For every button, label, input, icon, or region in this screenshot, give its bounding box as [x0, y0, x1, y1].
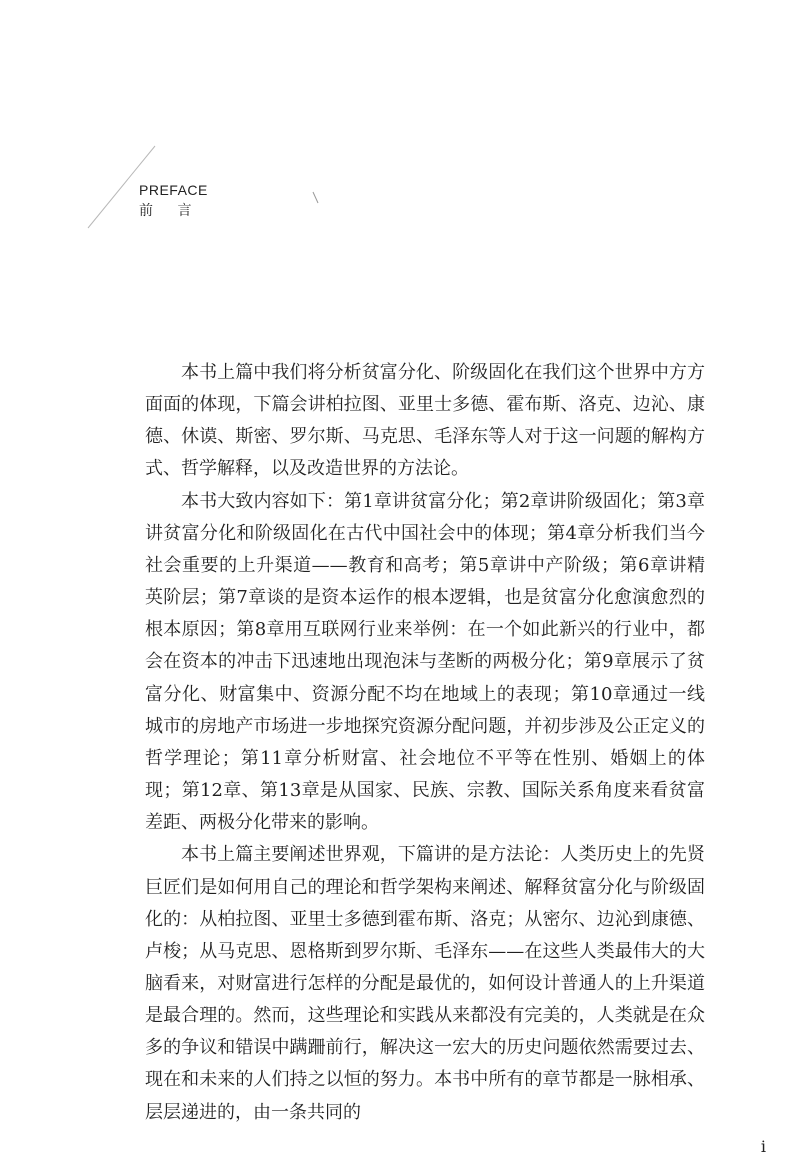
preface-title-chinese: 前 言: [139, 203, 202, 219]
preface-body: [145, 357, 705, 1129]
page-number: i: [760, 1137, 766, 1156]
paragraph-3: 本书上篇主要阐述世界观，下篇讲的是方法论：人类历史上的先贤巨匠们是如何用自己的理论和哲学架构来阐述、解释贫富分化与阶级固化的：从柏拉图、亚里士多德到霍布斯、洛克；从密尔、边沁到康德、卢梭；从马克思、恩格斯到罗尔斯、毛泽东——在这些人类最伟大的大脑看来，对财富进行怎样的分配是最优的，如何设计普通人的上升渠道是最合理的。然而，这些理论和实践从来都没有完美的，人类就是在众多的争议和错误中蹒跚前行，解决这一宏大的历史问题依然需要过去、现在和未来的人们持之以恒的努力。本书中所有的章节都是一脉相承、层层递进的，由一条共同的: [145, 844, 705, 1123]
paragraph-2: 本书大致内容如下：第1章讲贫富分化；第2章讲阶级固化；第3章讲贫富分化和阶级固化在古代中国社会中的体现；第4章分析我们当今社会重要的上升渠道——教育和高考；第5章讲中产阶级；第6章讲精英阶层；第7章谈的是资本运作的根本逻辑，也是贫富分化愈演愈烈的根本原因；第8章用互联网行业来举例：在一个如此新兴的行业中，都会在资本的冲击下迅速地出现泡沫与垄断的两极分化；第9章展示了贫富分化、财富集中、资源分配不均在地域上的表现；第10章通过一线城市的房地产市场进一步地探究资源分配问题，并初步涉及公正定义的哲学理论；第11章分析财富、社会地位不平等在性别、婚姻上的体现；第12章、第13章是从国家、民族、宗教、国际关系角度来看贫富差距、两极分化带来的影响。: [145, 490, 705, 834]
paragraph-1: 本书上篇中我们将分析贫富分化、阶级固化在我们这个世界中方方面面的体现，下篇会讲柏拉图、亚里士多德、霍布斯、洛克、边沁、康德、休谟、斯密、罗尔斯、马克思、毛泽东等人对于这一问题的解构方式、哲学解释，以及改造世界的方法论。: [145, 362, 705, 480]
preface-title-english: PREFACE: [139, 182, 208, 198]
short-diagonal-tick: [313, 192, 318, 203]
decorative-slash-lines: [0, 0, 788, 300]
